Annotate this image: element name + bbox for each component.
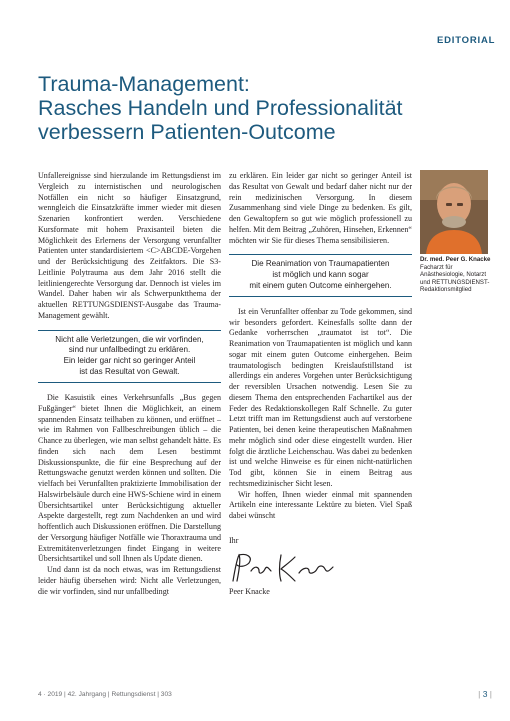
pull-quote-line: mit einem guten Outcome einhergehen.: [249, 281, 392, 291]
pull-quote-line: Die Reanimation von Traumapatienten: [251, 259, 390, 269]
pull-quote-line: ist das Resultat von Gewalt.: [79, 367, 180, 377]
paragraph: Die Kasuistik eines Verkehrsunfalls „Bus gegen Fußgänger“ bietet Ihnen die Möglichkeit, an einem spannenden Einsatz teilhaben zu können, und eröffnet – wie im Rahmen von Fallbeschreibungen üblich – die Chance zu überlegen, wie man selbst gehandelt hätte. Es finden sich nach dem Lesen bestimmt Diskussionspunkte, die für eine Besprechung auf der Rettungswache genutzt werden können und sollten. Die vielfach bei Verunfallten praktizierte Immobilisation der Halswirbelsäule durch eine HWS-Schiene wird in einem Übersichtsartikel unter Berücksichtigung aktueller Aspekte dargestellt, regt zum Nachdenken an und wird hoffentlich auch Diskussionen eröffnen. Die Darstellung der Versorgung häufiger Notfälle wie Thoraxtrauma und Extremitätenverletzungen findet Eingang in weitere Übersichtsartikel und soll Ihnen als Update dienen.: [38, 393, 221, 564]
pull-quote: [229, 254, 412, 297]
paragraph: Unfallereignisse sind hierzulande im Rettungsdienst im Vergleich zu internistischen und neurologischen Notfällen ein nicht so häufiger Einsatzgrund, wenngleich die Einsatzkräfte immer wieder mit diesen Szenarien konfrontiert werden. Verschiedene Kursformate mit hohem Praxisanteil bieten die Möglichkeit des Erlernens der Versorgung verunfallter Patienten unter standardisiertem <C>ABCDE-Vorgehen und der Berücksichtigung des Zeitfaktors. Die S3-Leitlinie Polytrauma aus dem Jahr 2016 stellt die leitliniengerechte Versorgung dar. Dennoch ist vieles im Wandel. Daher haben wir als Schwerpunktthema der aktuellen RETTUNGSDIENST-Ausgabe das Trauma-Management gewählt.: [38, 171, 221, 320]
page-number: | 3 |: [478, 689, 492, 699]
article-title: [38, 72, 478, 144]
pull-quote-line: Ein leider gar nicht so geringer Anteil: [63, 356, 196, 366]
signature-name: Peer Knacke: [229, 586, 270, 596]
title-line: Rasches Handeln und Professionalität: [38, 96, 403, 120]
closing: Ihr: [229, 535, 239, 545]
page-number-value: 3: [482, 689, 488, 699]
paragraph: Wir hoffen, Ihnen wieder einmal mit spannenden Artikeln eine interessante Lektüre zu bieten. Viel Spaß dabei wünscht: [229, 489, 412, 521]
footer-issue-info: 4 · 2019 | 42. Jahrgang | Rettungsdienst | 303: [38, 691, 172, 698]
author-caption: [420, 256, 492, 294]
author-name: Dr. med. Peer G. Knacke: [420, 256, 491, 263]
title-line: verbessern Patienten-Outcome: [38, 120, 336, 144]
author-photo: [420, 170, 488, 254]
paragraph: Ist ein Verunfallter offenbar zu Tode gekommen, sind wir besonders gefordert. Keinesfalls sollte dann der Gedanke vorherrschen „traumatot ist tot“. Die Reanimation von Traumapatienten ist möglich und kann sogar mit einem guten Outcome einhergehen. Beim traumatologisch bedingten Kreislaufstillstand ist allerdings ein anderes Vorgehen unter Berücksichtigung der reversiblen Ursachen notwendig. Lesen Sie zu diesem Thema den entsprechenden Fachartikel aus der Feder des Redaktionskollegen Ralf Schnelle. Zu guter Letzt trifft man im Rettungsdienst auch auf verstorbene Patienten, bei denen keine therapeutischen Maßnahmen mehr möglich sind oder diese eingestellt wurden. Hier folgt die ärztliche Leichenschau. Was dabei zu bedenken ist und welche Hinweise es für einen nicht-natürlichen Tod gibt, können Sie in einem Beitrag aus rechtsmedizinischer Sicht lesen.: [229, 306, 412, 488]
paragraph: zu erklären. Ein leider gar nicht so geringer Anteil ist das Resultat von Gewalt und bedarf daher nicht nur der rein medizinischen Versorgung. In diesem Zusammenhang sind viele Dinge zu bedenken. Es gilt, den Gewaltopfern so gut wie möglich professionell zu helfen. Mit dem Beitrag „Zuhören, Hinsehen, Erkennen“ möchten wir Sie für dieses Thema sensibilisieren.: [229, 171, 413, 245]
pull-quote-line: sind nur unfallbedingt zu erklären.: [68, 345, 191, 355]
text-column-right: [229, 171, 412, 597]
text-column-left: [38, 171, 221, 597]
pull-quote-line: Nicht alle Verletzungen, die wir vorfinden,: [55, 334, 204, 344]
title-line: Trauma-Management:: [38, 72, 250, 96]
author-box: [420, 170, 492, 294]
pull-quote: [38, 330, 221, 384]
paragraph: Und dann ist da noch etwas, was im Rettungsdienst leider häufig übersehen wird: Nicht alle Verletzungen, die wir vorfinden, sind nur unfallbedingt: [38, 565, 221, 596]
author-description: Facharzt für Anästhesiologie, Notarzt und RETTUNGSDIENST-Redaktionsmitglied: [420, 263, 490, 294]
handwritten-signature: [229, 551, 339, 585]
pull-quote-line: ist möglich und kann sogar: [272, 270, 369, 280]
section-label: EDITORIAL: [437, 35, 496, 46]
